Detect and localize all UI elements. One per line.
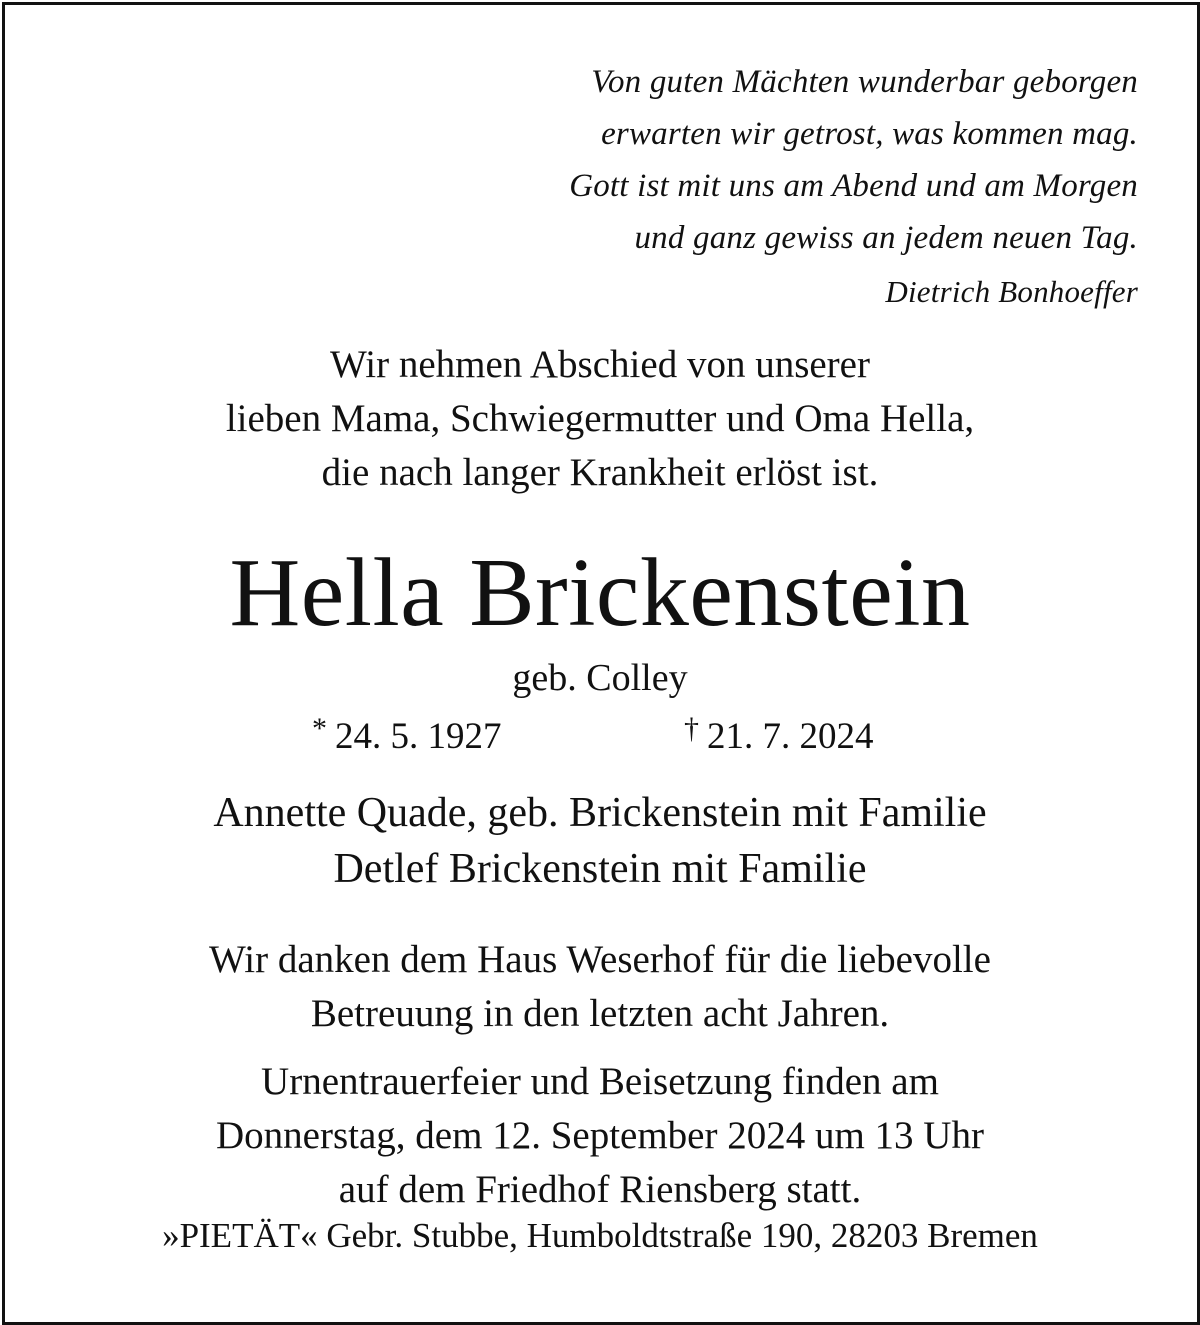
funeral-home-credit: »PIETÄT« Gebr. Stubbe, Humboldtstraße 190, 28203 Bremen xyxy=(162,1216,1038,1255)
ceremony-line: Donnerstag, dem 12. September 2024 um 13 Uhr xyxy=(216,1114,984,1157)
birth-date: 24. 5. 1927 xyxy=(335,716,502,757)
bonhoeffer-quote xyxy=(569,56,1138,318)
intro-line: lieben Mama, Schwiegermutter und Oma Hella, xyxy=(225,397,975,440)
quote-line: erwarten wir getrost, was kommen mag. xyxy=(601,116,1138,152)
mourners-list xyxy=(0,785,1200,897)
thanks-line: Betreuung in den letzten acht Jahren. xyxy=(310,992,890,1035)
quote-line: und ganz gewiss an jedem neuen Tag. xyxy=(634,220,1138,256)
birth-star-icon: * xyxy=(312,712,327,745)
death-cross-icon: † xyxy=(684,712,699,745)
death-date-group xyxy=(684,704,874,762)
deceased-name: Hella Brickenstein xyxy=(229,539,971,647)
intro-line: die nach langer Krankheit erlöst ist. xyxy=(321,451,879,494)
quote-line: Von guten Mächten wunderbar geborgen xyxy=(591,64,1138,100)
thanks-line: Wir danken dem Haus Weserhof für die liebevolle xyxy=(209,938,991,981)
mourner-line: Annette Quade, geb. Brickenstein mit Familie xyxy=(213,790,987,836)
quote-author: Dietrich Bonhoeffer xyxy=(885,274,1138,309)
ceremony-line: Urnentrauerfeier und Beisetzung finden am xyxy=(261,1060,939,1103)
thanks-note xyxy=(0,933,1200,1041)
death-date: 21. 7. 2024 xyxy=(707,716,874,757)
maiden-name: geb. Colley xyxy=(512,657,688,699)
mourner-line: Detlef Brickenstein mit Familie xyxy=(333,846,867,892)
intro-line: Wir nehmen Abschied von unserer xyxy=(330,343,870,386)
ceremony-line: auf dem Friedhof Riensberg statt. xyxy=(338,1168,862,1211)
ceremony-details xyxy=(0,1055,1200,1217)
quote-line: Gott ist mit uns am Abend und am Morgen xyxy=(569,168,1138,204)
birth-date-group xyxy=(312,704,502,762)
farewell-intro xyxy=(0,338,1200,500)
